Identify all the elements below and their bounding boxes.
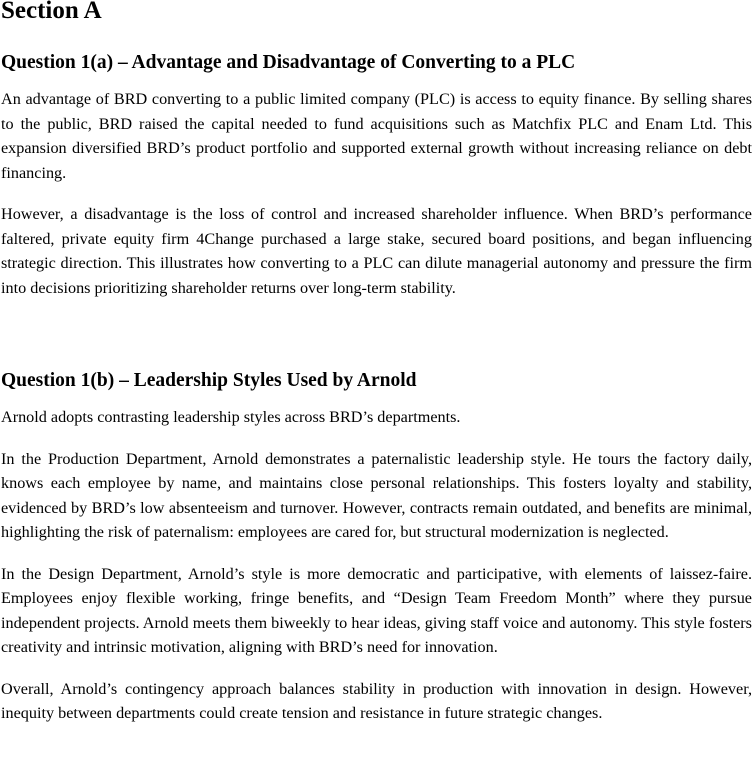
section-title: Section A [1, 0, 102, 24]
q1b-paragraph-intro: Arnold adopts contrasting leadership styles across BRD’s departments. [1, 408, 461, 426]
q1b-paragraph-conclusion: Overall, Arnold’s contingency approach balances stability in production with innovation in design. However, inequity between departments could create tension and resistance in future strategic changes. [1, 679, 752, 722]
q1b-paragraph-design: In the Design Department, Arnold’s style is more democratic and participative, with elements of laissez-faire. Employees enjoy flexible working, fringe benefits, and “Design Team Freedom Month” where they pursue independent projects. Arnold meets them biweekly to hear ideas, giving staff voice and autonomy. This style fosters creativity and intrinsic motivation, aligning with BRD’s need for innovation. [1, 564, 752, 656]
q1b-paragraph-production: In the Production Department, Arnold demonstrates a paternalistic leadership style. He tours the factory daily, knows each employee by name, and maintains close personal relationships. This fosters loyalty and stability, evidenced by BRD’s low absenteeism and turnover. However, contracts remain outdated, and benefits are minimal, highlighting the risk of paternalism: employees are cared for, but structural modernization is neglected. [1, 449, 752, 541]
q1a-paragraph-advantage: An advantage of BRD converting to a public limited company (PLC) is access to equity finance. By selling shares to the public, BRD raised the capital needed to fund acquisitions such as Matchfix PLC and Enam Ltd. This expansion diversified BRD’s product portfolio and supported external growth without increasing reliance on debt financing. [1, 90, 752, 182]
question-1a-heading: Question 1(a) – Advantage and Disadvantage of Converting to a PLC [1, 52, 576, 73]
question-1b-heading: Question 1(b) – Leadership Styles Used by Arnold [1, 370, 417, 391]
q1a-paragraph-disadvantage: However, a disadvantage is the loss of control and increased shareholder influence. When BRD’s performance faltered, private equity firm 4Change purchased a large stake, secured board positions, and began influencing strategic direction. This illustrates how converting to a PLC can dilute managerial autonomy and pressure the firm into decisions prioritizing shareholder returns over long-term stability. [1, 205, 752, 297]
